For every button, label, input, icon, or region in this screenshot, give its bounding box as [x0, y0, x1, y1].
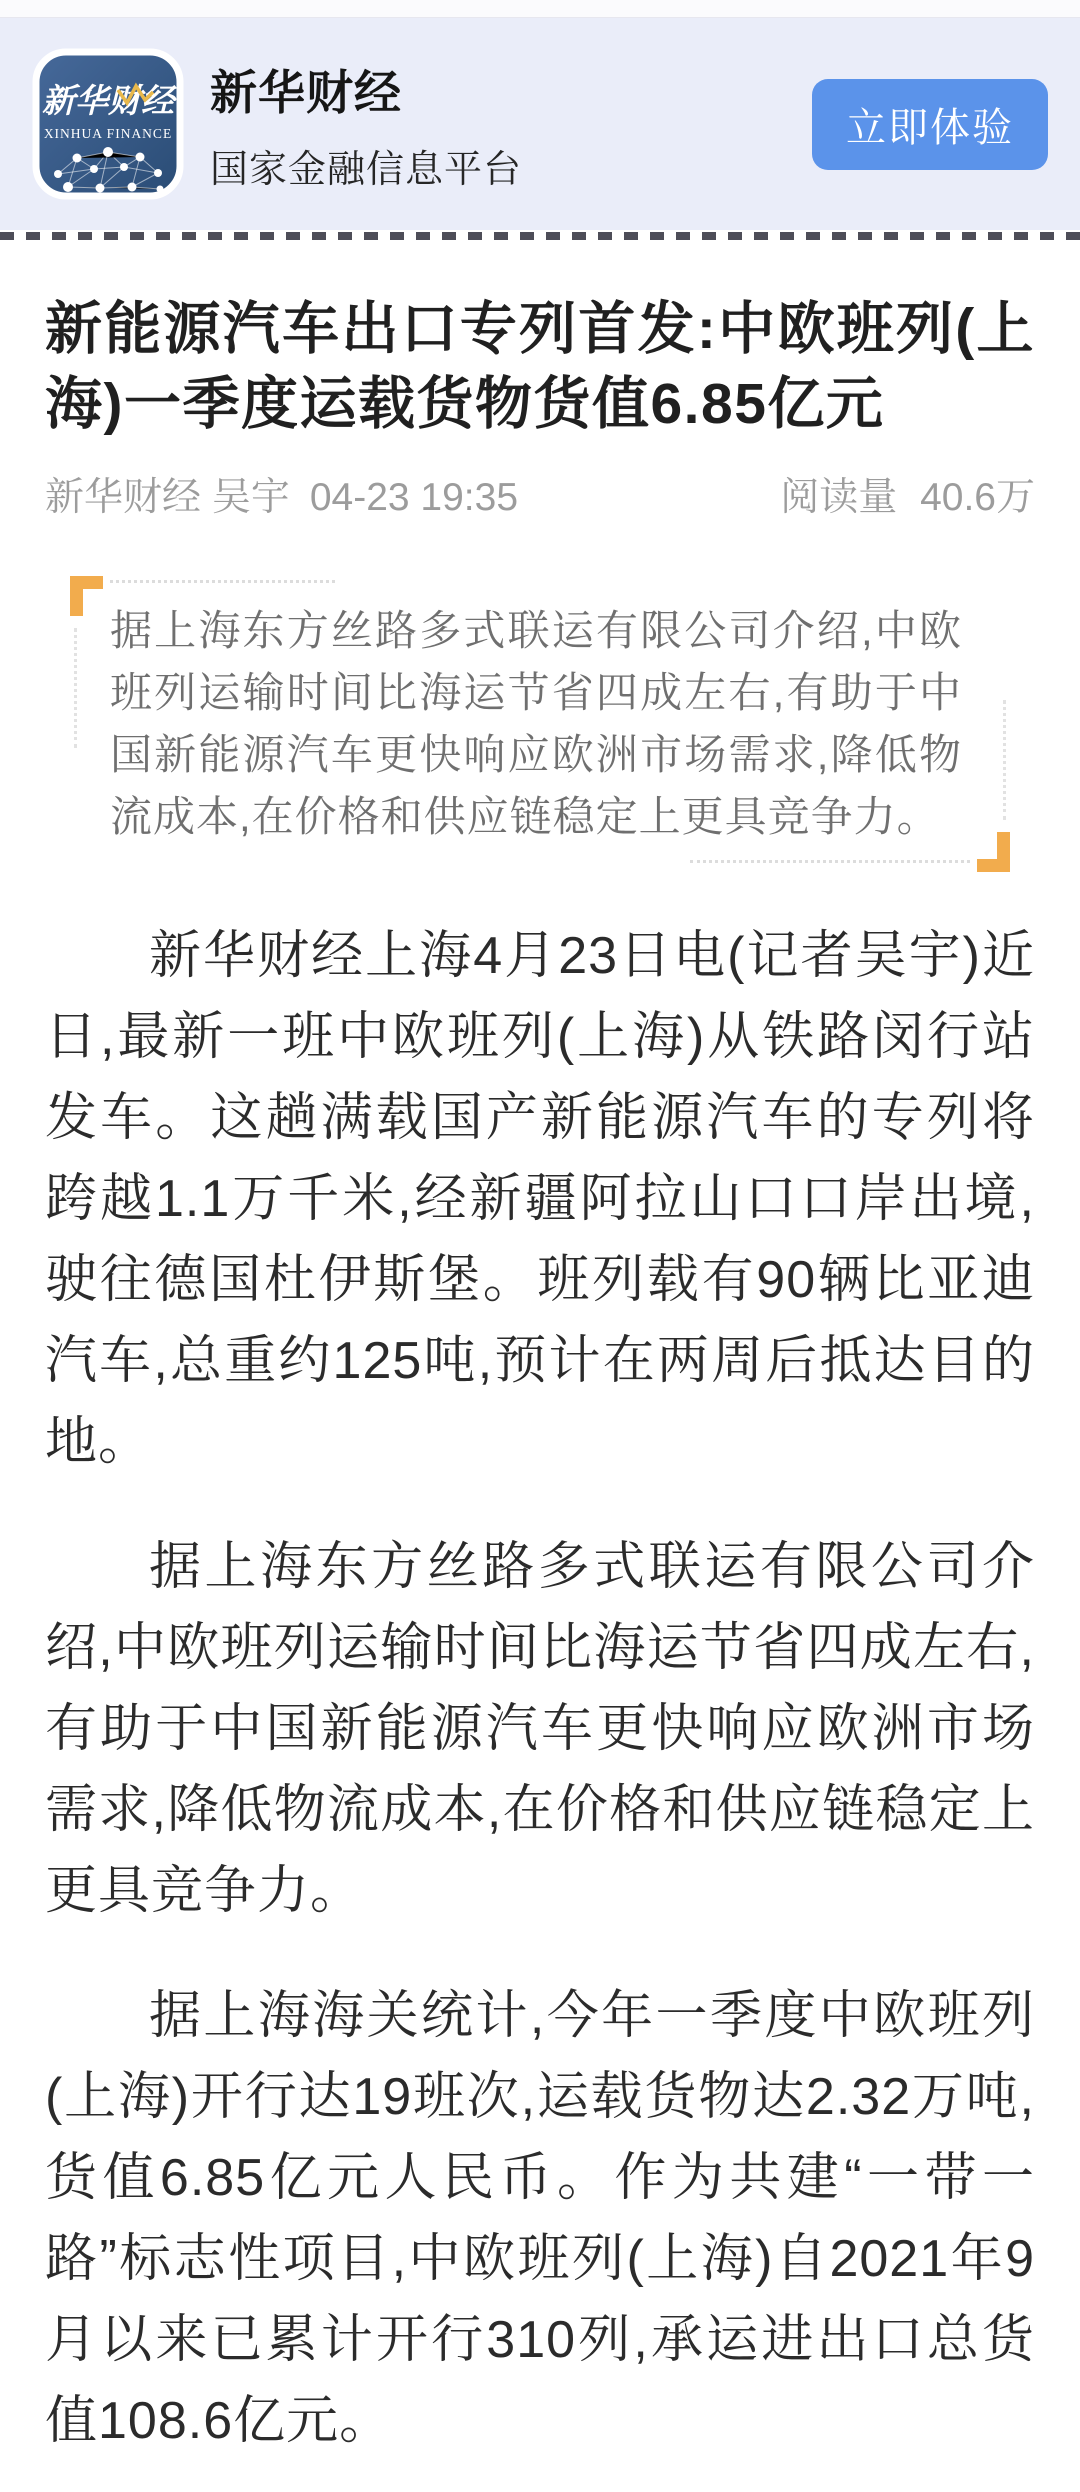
byline-row: [45, 466, 1035, 522]
pull-quote-card: [70, 576, 1010, 872]
quote-dotted-line-top: [110, 580, 335, 583]
try-now-button[interactable]: 立即体验: [812, 79, 1048, 170]
byline-datetime: 04-23 19:35: [309, 476, 519, 520]
brand-text: [210, 56, 522, 193]
article-paragraph: 据上海海关统计,今年一季度中欧班列(上海)开行达19班次,运载货物达2.32万吨,货值6.85亿元人民币。作为共建“一带一路”标志性项目,中欧班列(上海)自2021年9月以来已累计开行310列,承运进出口总货值108.6亿元。: [45, 1987, 1035, 2451]
status-strip: [0, 0, 1080, 18]
quote-corner-topleft: [70, 576, 103, 616]
logo-latin-text: XINHUA FINANCE: [43, 126, 173, 141]
article-title: 新能源汽车出口专列首发:中欧班列(上海)一季度运载货物货值6.85亿元: [45, 297, 1035, 437]
read-count-label: 阅读量: [780, 476, 898, 520]
xinhua-finance-logo: [32, 48, 184, 200]
read-count-value: 40.6万: [920, 476, 1035, 520]
article-paragraph: 新华财经上海4月23日电(记者吴宇)近日,最新一班中欧班列(上海)从铁路闵行站发车。这趟满载国产新能源汽车的专列将跨越1.1万千米,经新疆阿拉山口口岸出境,驶往德国杜伊斯堡。班列载有90辆比亚迪汽车,总重约125吨,预计在两周后抵达目的地。: [45, 927, 1035, 1472]
quote-corner-bottomright: [977, 832, 1010, 872]
app-banner: [0, 18, 1080, 230]
article-paragraph: 据上海东方丝路多式联运有限公司介绍,中欧班列运输时间比海运节省四成左右,有助于中国新能源汽车更快响应欧洲市场需求,降低物流成本,在价格和供应链稳定上更具竞争力。: [45, 1538, 1035, 1921]
byline-source-author: 新华财经 吴宇: [45, 476, 290, 520]
brand-tagline: 国家金融信息平台: [210, 148, 523, 191]
quote-dotted-line-bottom: [690, 860, 970, 863]
pull-quote-text: 据上海东方丝路多式联运有限公司介绍,中欧班列运输时间比海运节省四成左右,有助于中国新能源汽车更快响应欧洲市场需求,降低物流成本,在价格和供应链稳定上更具竞争力。: [110, 607, 962, 841]
read-count: [780, 466, 1035, 522]
article: [0, 292, 1080, 2492]
quote-dotted-line-left: [74, 628, 77, 748]
brand-name: 新华财经: [210, 65, 402, 119]
header-divider-dashes: [0, 232, 1080, 240]
logo-calligraphy-text: 新华财经: [42, 82, 174, 119]
logo-graphic: [32, 48, 184, 200]
quote-dotted-line-right: [1003, 700, 1006, 820]
